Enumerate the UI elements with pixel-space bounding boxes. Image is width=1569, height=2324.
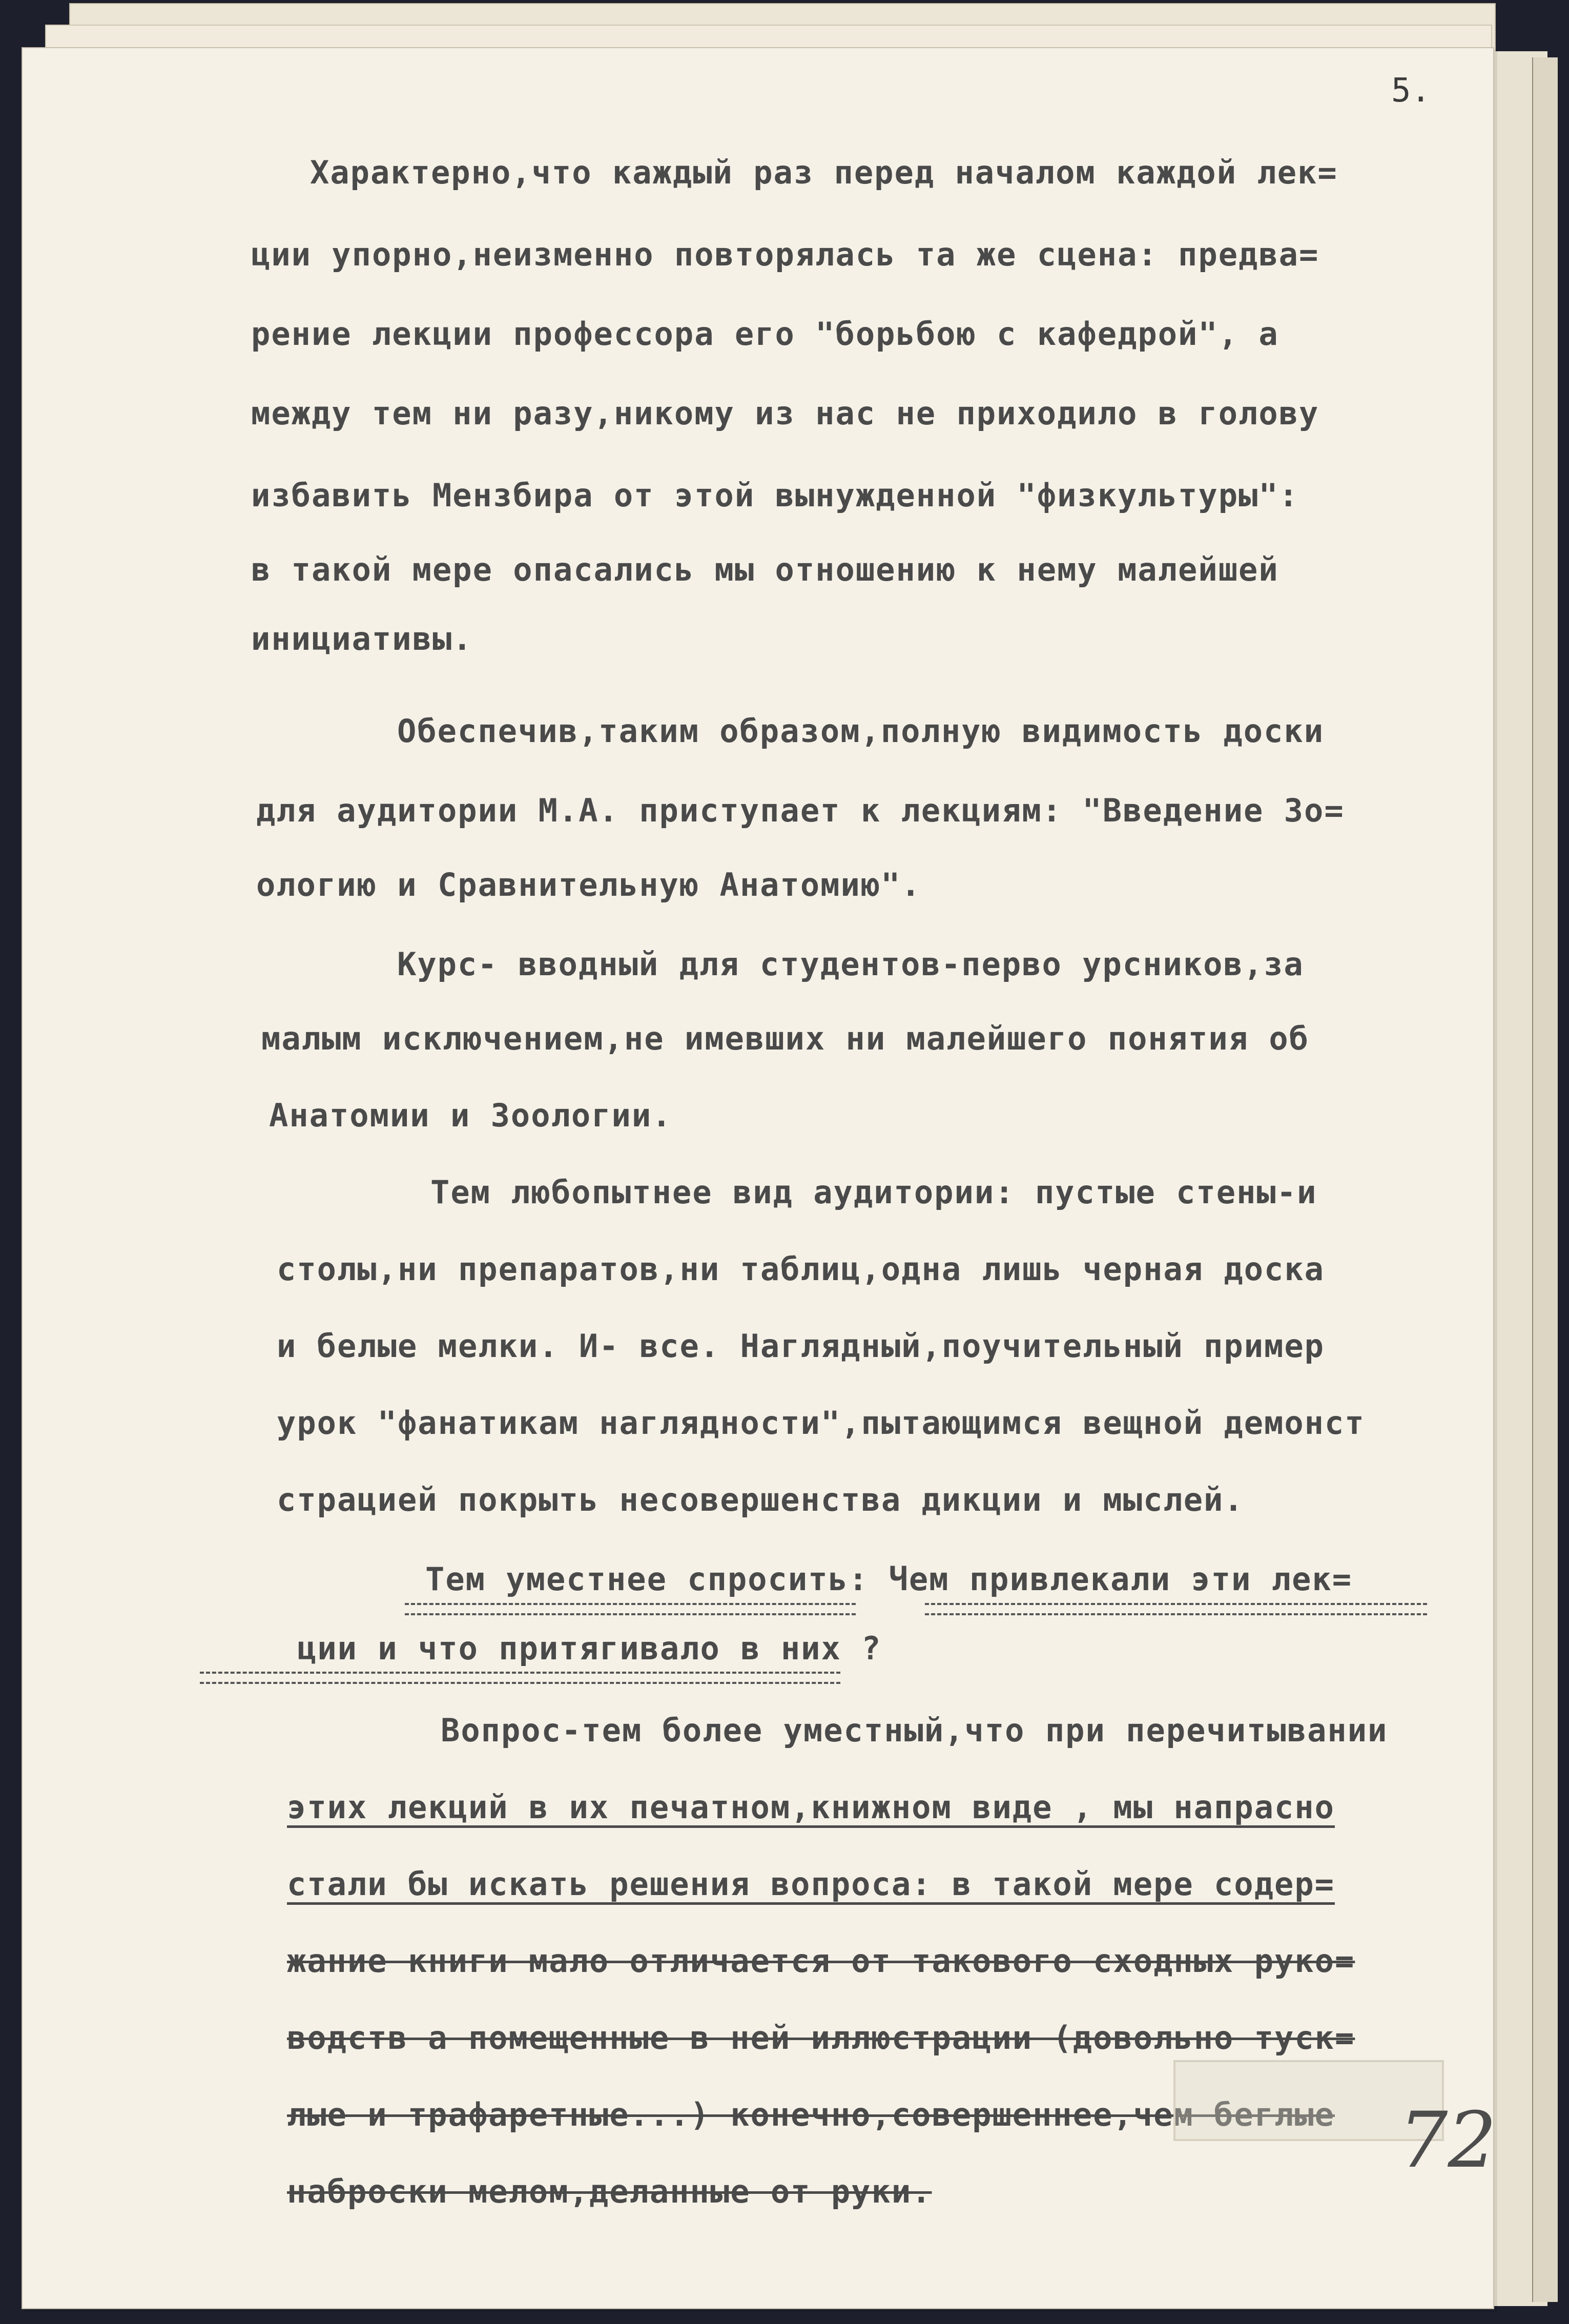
text-line-13: Анатомии и Зоологии. [269, 1097, 672, 1134]
text-line-23: стали бы искать решения вопроса: в такой мере содер= [287, 1865, 1335, 1903]
text-line-22: этих лекций в их печатном,книжном виде , мы напрасно [287, 1788, 1335, 1826]
text-line-27: наброски мелом,деланные от руки. [287, 2173, 932, 2210]
text-line-4: между тем ни разу,никому из нас не приходило в голову [251, 395, 1319, 432]
text-line-10: ологию и Сравнительную Анатомию". [256, 866, 921, 903]
text-line-14: Тем любопытнее вид аудитории: пустые стены-и [430, 1174, 1317, 1211]
archive-folio-number: 72 [1399, 2096, 1497, 2185]
text-line-9: для аудитории М.А. приступает к лекциям: "Введение Зо= [256, 792, 1345, 829]
text-line-18: страцией покрыть несовершенства дикции и мыслей. [277, 1481, 1244, 1518]
double-underline [925, 1603, 1427, 1615]
text-line-17: урок "фанатикам наглядности",пытающимся вещной демонст [277, 1404, 1365, 1442]
page-number: 5. [1391, 72, 1431, 110]
text-line-24: жание книги мало отличается от такового сходных руко= [287, 1942, 1355, 1980]
text-line-21: Вопрос-тем более уместный,что при перечитывании [441, 1712, 1388, 1749]
text-line-6: в такой мере опасались мы отношению к нему малейшей [251, 551, 1279, 588]
text-line-15: столы,ни препаратов,ни таблиц,одна лишь черная доска [277, 1250, 1325, 1288]
text-line-25: водств а помещенные в ней иллюстрации (довольно туск= [287, 2019, 1355, 2056]
text-line-20: ции и что притягивало в них ? [297, 1630, 882, 1667]
double-underline [405, 1603, 856, 1615]
text-line-11: Курс- вводный для студентов-перво урсников,за [397, 945, 1304, 983]
text-line-3: рение лекции профессора его "борьбою с кафедрой", а [251, 315, 1279, 353]
text-line-5: избавить Мензбира от этой вынужденной "физкультуры": [251, 477, 1299, 514]
right-sheet-edge-2 [1532, 57, 1558, 2302]
text-line-16: и белые мелки. И- все. Наглядный,поучительный пример [277, 1327, 1325, 1365]
text-line-7: инициативы. [251, 620, 473, 657]
text-line-8: Обеспечив,таким образом,полную видимость доски [397, 712, 1325, 750]
text-line-19: Тем уместнее спросить: Чем привлекали эти лек= [425, 1560, 1353, 1598]
text-line-12: малым исключением,не имевших ни малейшего понятия об [261, 1020, 1310, 1057]
double-underline [200, 1672, 840, 1684]
text-line-2: ции упорно,неизменно повторялась та же сцена: предва= [251, 236, 1319, 273]
text-line-1: Характерно,что каждый раз перед началом каждой лек= [310, 154, 1338, 191]
text-line-26: лые и трафаретные...) конечно,совершеннее,чем беглые [287, 2096, 1335, 2133]
